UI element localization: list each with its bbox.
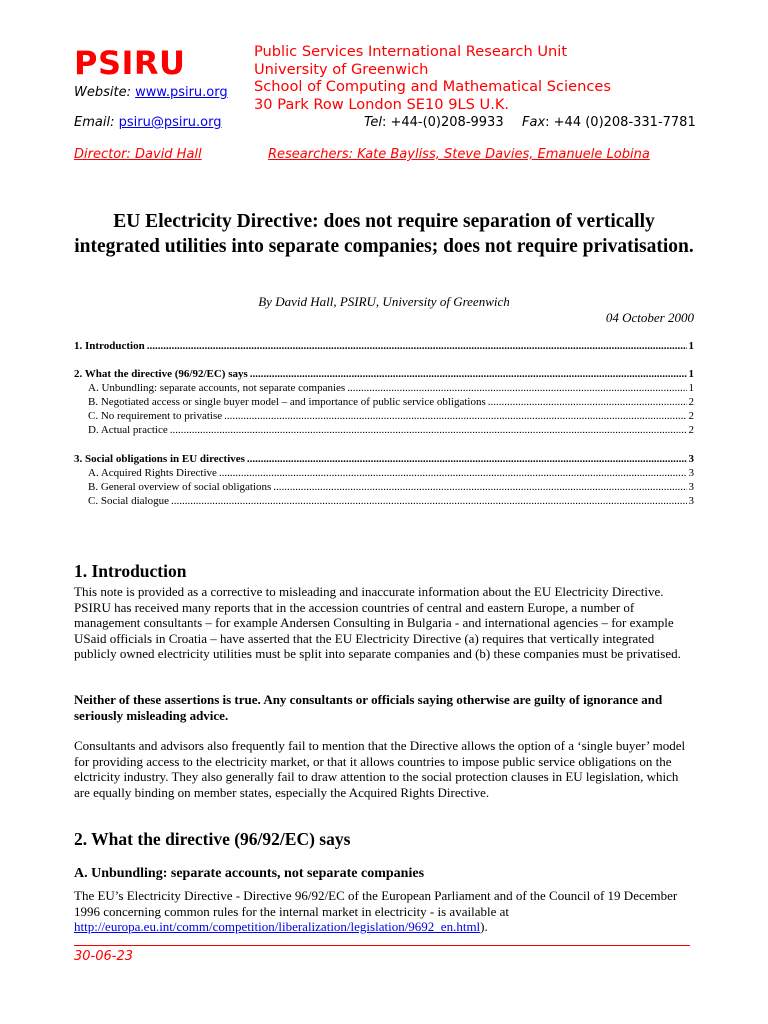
toc-entry[interactable] [74,481,694,493]
toc-page: 1 [688,368,694,380]
toc-page: 3 [688,481,694,493]
toc-label: A. Unbundling: separate accounts, not separate companies [88,382,346,394]
toc-label: B. Negotiated access or single buyer model – and importance of public service obligations [88,396,486,408]
toc-label: 1. Introduction [74,340,145,352]
fax-value: : +44 (0)208-331-7781 [545,115,696,130]
document-title: EU Electricity Directive: does not require separation of vertically integrated utilities into separate companies; does not require privatisation. [74,211,694,257]
toc-page: 2 [688,424,694,436]
toc-page: 2 [688,410,694,422]
directive-text-end: ). [480,919,488,935]
org-line: University of Greenwich [254,60,429,78]
intro-paragraph-1: This note is provided as a corrective to misleading and inaccurate information about the EU Electricity Directive. PSIRU has received many reports that in the accession countries of central and eastern Europe, a number of management consultants – for example Andersen Consulting in Bulgaria - and international agencies – for example USaid officials in Croatia – have asserted that the EU Electricity Directive (a) requires that vertically integrated publicly owned electricity utilities must be split into separate companies and (b) these companies must be privatised. [74,584,681,662]
org-line: Public Services International Research Unit [254,43,568,60]
toc-entry[interactable] [74,368,694,380]
toc-page: 3 [688,495,694,507]
organization-address [254,43,611,113]
directive-paragraph [74,888,694,935]
psiru-logo: PSIRU [74,44,186,82]
toc-label: A. Acquired Rights Directive [88,467,217,479]
fax-label: Fax [522,115,546,130]
toc-label: C. Social dialogue [88,495,169,507]
document-date: 04 October 2000 [605,310,694,325]
toc-label: B. General overview of social obligations [88,481,272,493]
email-line [74,115,222,130]
toc-entry[interactable] [74,410,694,422]
footer-rule [74,945,690,946]
toc-page: 3 [688,467,694,479]
footer-date: 30-06-23 [74,949,134,964]
toc-page: 1 [688,382,694,394]
website-link[interactable]: www.psiru.org [135,85,228,100]
email-label: Email: [74,115,115,130]
toc-entry[interactable] [74,382,694,394]
subsection-heading-unbundling: A. Unbundling: separate accounts, not separate companies [74,866,425,881]
fax [522,115,696,130]
toc-label: C. No requirement to privatise [88,410,223,422]
tel-label: Tel [364,115,382,130]
tel-value: : +44-(0)208-9933 [381,115,504,130]
toc-label: D. Actual practice [88,424,168,436]
org-line: School of Computing and Mathematical Sciences [254,78,611,95]
intro-paragraph-3: Consultants and advisors also frequently fail to mention that the Directive allows the option of a ‘single buyer’ model for providing access to the electricity market, or that it allows countries to impose public service obligations on the elctricity industry. They also generally fail to draw attention to the social protection clauses in EU legislation, which are equally binding on member states, especially the Acquired Rights Directive. [74,738,686,800]
toc-entry[interactable] [74,396,694,408]
intro-paragraph-2: Neither of these assertions is true. Any consultants or officials saying otherwise are guilty of ignorance and seriously misleading advice. [74,692,663,723]
toc-entry[interactable] [74,495,694,507]
toc-page: 1 [688,340,694,352]
toc-entry[interactable] [74,467,694,479]
directive-text: The EU’s Electricity Directive - Directive 96/92/EC of the European Parliament and of the Council of 19 December 1996 concerning common rules for the internal market in electricity - is available at [74,888,678,919]
section-heading-directive: 2. What the directive (96/92/EC) says [74,829,351,849]
byline: By David Hall, PSIRU, University of Greenwich [258,294,510,309]
telephone [364,115,504,130]
toc-entry[interactable] [74,453,694,465]
toc-entry[interactable] [74,424,694,436]
researchers-credit: Researchers: Kate Bayliss, Steve Davies, Emanuele Lobina [268,147,650,162]
toc-page: 3 [688,453,694,465]
toc-entry[interactable] [74,340,694,352]
section-heading-introduction: 1. Introduction [74,561,187,581]
toc-label: 2. What the directive (96/92/EC) says [74,368,248,380]
director-credit: Director: David Hall [74,147,202,162]
directive-link[interactable]: http://europa.eu.int/comm/competition/liberalization/legislation/9692_en.html [74,919,481,935]
toc-label: 3. Social obligations in EU directives [74,453,245,465]
website-line [74,85,228,100]
toc-page: 2 [688,396,694,408]
email-link[interactable]: psiru@psiru.org [118,115,222,130]
website-label: Website: [74,85,131,100]
org-line: 30 Park Row London SE10 9LS U.K. [254,95,510,113]
